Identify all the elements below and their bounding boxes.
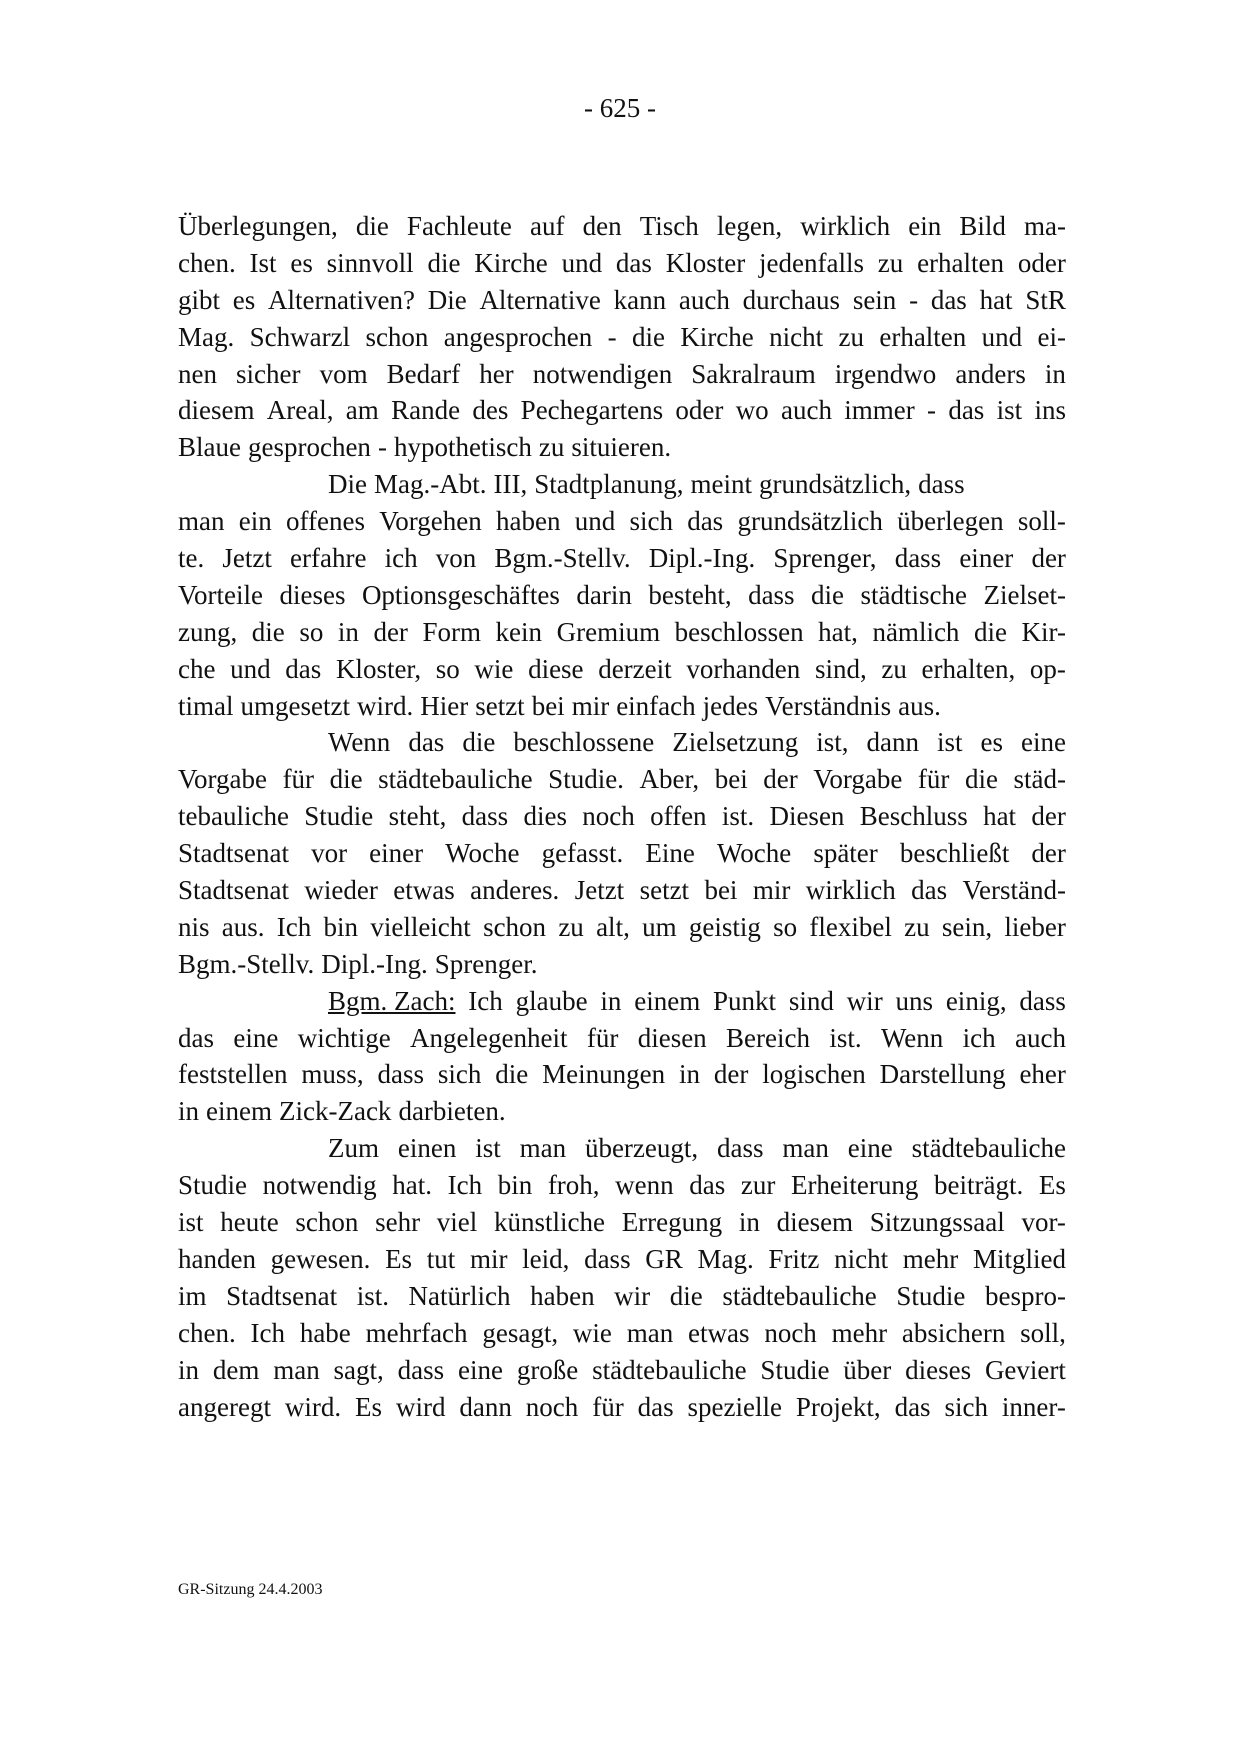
text-line: diesem Areal, am Rande des Pechegartens oder wo auch immer - das ist ins <box>178 395 1066 426</box>
text-line: man ein offenes Vorgehen haben und sich das grundsätzlich überlegen soll- <box>178 506 1066 537</box>
text-line: te. Jetzt erfahre ich von Bgm.-Stellv. Dipl.-Ing. Sprenger, dass einer der <box>178 543 1066 574</box>
text-line: Wenn das die beschlossene Zielsetzung ist, dann ist es eine <box>328 727 1066 758</box>
text-line: angeregt wird. Es wird dann noch für das spezielle Projekt, das sich inner- <box>178 1391 1066 1422</box>
text-line: Überlegungen, die Fachleute auf den Tisch legen, wirklich ein Bild ma- <box>178 211 1066 241</box>
text-line: handen gewesen. Es tut mir leid, dass GR Mag. Fritz nicht mehr Mitglied <box>178 1243 1066 1274</box>
text-line: che und das Kloster, so wie diese derzeit vorhanden sind, zu erhalten, op- <box>178 653 1066 684</box>
text-line: Studie notwendig hat. Ich bin froh, wenn das zur Erheiterung beiträgt. Es <box>178 1170 1066 1201</box>
text-line: Die Mag.-Abt. III, Stadtplanung, meint grundsätzlich, dass <box>328 469 965 500</box>
text-line: im Stadtsenat ist. Natürlich haben wir die städtebauliche Studie bespro- <box>178 1280 1066 1311</box>
text-line: tebauliche Studie steht, dass dies noch offen ist. Diesen Beschluss hat der <box>178 801 1066 832</box>
text-line: zung, die so in der Form kein Gremium beschlossen hat, nämlich die Kir- <box>178 616 1066 647</box>
text-line: in dem man sagt, dass eine große städtebauliche Studie über dieses Geviert <box>178 1354 1066 1385</box>
text-line: feststellen muss, dass sich die Meinungen in der logischen Darstellung eher <box>178 1059 1066 1090</box>
text-line: Mag. Schwarzl schon angesprochen - die Kirche nicht zu erhalten und ei- <box>178 321 1066 352</box>
text-line: Bgm.-Stellv. Dipl.-Ing. Sprenger. <box>178 948 538 979</box>
text-line: nen sicher vom Bedarf her notwendigen Sakralraum irgendwo anders in <box>178 358 1066 389</box>
text-line: Blaue gesprochen - hypothetisch zu situieren. <box>178 432 672 463</box>
text-line: Vorteile dieses Optionsgeschäftes darin besteht, dass die städtische Zielset- <box>178 579 1066 610</box>
text-line: Bgm. Zach: Ich glaube in einem Punkt sind wir uns einig, dass <box>178 983 1066 1020</box>
document-body <box>178 208 1066 1425</box>
text-line: Stadtsenat wieder etwas anderes. Jetzt setzt bei mir wirklich das Verständ- <box>178 875 1066 906</box>
text-line: timal umgesetzt wird. Hier setzt bei mir einfach jedes Verständnis aus. <box>178 690 941 721</box>
text-line: gibt es Alternativen? Die Alternative kann auch durchaus sein - das hat StR <box>178 284 1066 315</box>
speaker-name: Bgm. Zach: <box>328 985 456 1016</box>
text-line: ist heute schon sehr viel künstliche Erregung in diesem Sitzungssaal vor- <box>178 1207 1066 1238</box>
text-line: Zum einen ist man überzeugt, dass man eine städtebauliche <box>328 1133 1066 1164</box>
text-line: Stadtsenat vor einer Woche gefasst. Eine Woche später beschließt der <box>178 838 1066 869</box>
text-line: chen. Ist es sinnvoll die Kirche und das Kloster jedenfalls zu erhalten oder <box>178 247 1066 278</box>
text-line: in einem Zick-Zack darbieten. <box>178 1096 506 1127</box>
page-footer: GR-Sitzung 24.4.2003 <box>178 1581 323 1598</box>
text-line: Vorgabe für die städtebauliche Studie. Aber, bei der Vorgabe für die städ- <box>178 764 1066 795</box>
text-line: chen. Ich habe mehrfach gesagt, wie man etwas noch mehr absichern soll, <box>178 1317 1066 1348</box>
text-line: das eine wichtige Angelegenheit für diesen Bereich ist. Wenn ich auch <box>178 1022 1066 1053</box>
page-number: - 625 - <box>584 93 656 123</box>
text-line: nis aus. Ich bin vielleicht schon zu alt, um geistig so flexibel zu sein, lieber <box>178 911 1066 942</box>
